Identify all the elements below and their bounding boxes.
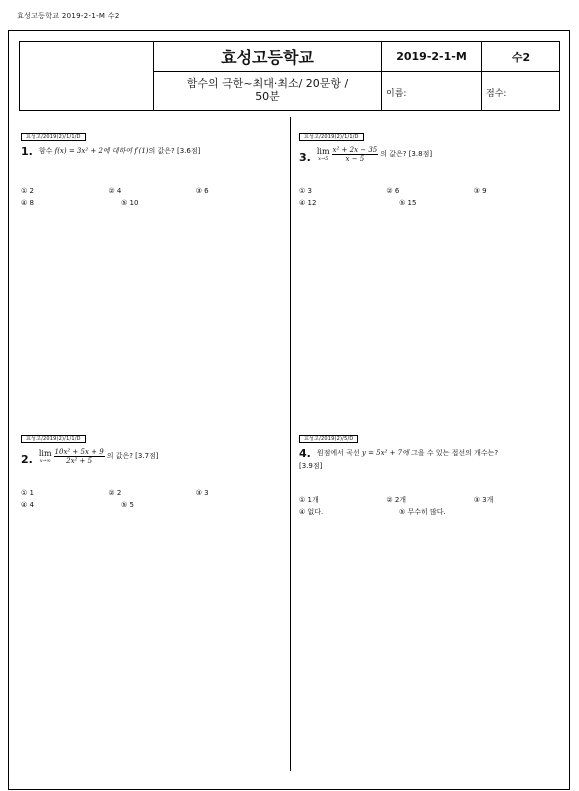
stem-text: 의 값은? [3.7점] [106,452,159,460]
answer-choices [299,185,561,209]
question-1 [21,123,283,209]
answer-choices [21,185,283,209]
subtitle-line-2: 50분 [255,90,280,103]
stem-text: 원점에서 곡선 [316,449,360,457]
question-3 [299,123,561,209]
choice-2[interactable]: ② 6 [386,187,400,195]
question-tag: 효성고/2019(2)/1/1/D [21,133,86,141]
question-tag: 효성고/2019(2)/1/1/D [299,133,364,141]
answer-choices [299,494,561,518]
stem-text-2: 그을 수 있는 접선의 개수는? [411,449,499,457]
question-number: 1. [21,145,33,158]
question-2 [21,425,283,511]
choice-3[interactable]: ③ 3 [195,489,209,497]
choice-5[interactable]: ⑤ 15 [399,199,417,207]
exam-header [19,41,560,111]
score-field[interactable]: 점수: [481,72,560,111]
question-tag: 효성고/2019(2)/5/D [299,435,358,443]
stem-math-2: f′(1) [134,147,149,155]
choice-4[interactable]: ④ 8 [21,199,34,207]
limit-subscript: x→5 [318,156,329,162]
choice-4[interactable]: ④ 12 [299,199,317,207]
question-stem [21,448,283,465]
question-tag: 효성고/2019(2)/1/1/D [21,435,86,443]
stem-text-2: 의 값은? [3.6점] [148,147,201,155]
question-4 [299,425,561,518]
limit-fraction [54,448,105,465]
limit-fraction [332,146,379,163]
choice-5[interactable]: ⑤ 5 [121,501,134,509]
stem-points: [3.9점] [299,462,323,470]
stem-text: 의 값은? [3.8점] [380,150,433,158]
fraction-numerator: x² + 2x − 35 [332,146,378,154]
choice-5[interactable]: ⑤ 무수히 많다. [399,508,446,516]
choice-2[interactable]: ② 4 [108,187,122,195]
school-name: 효성고등학교 [153,42,381,72]
choice-1[interactable]: ① 3 [299,187,312,195]
fraction-numerator: 10x² + 5x + 9 [54,448,104,456]
choice-2[interactable]: ② 2개 [386,496,407,504]
subtitle-line-1: 함수의 극한~최대·최소/ 20문항 / [186,77,349,90]
choice-3[interactable]: ③ 6 [195,187,209,195]
choice-1[interactable]: ① 1 [21,489,34,497]
limit-operator: lim x→∞ [38,449,52,464]
subject-label: 수2 [481,42,560,72]
answer-choices [21,487,283,511]
limit-subscript: x→∞ [39,458,51,464]
choice-1[interactable]: ① 1개 [299,496,319,504]
fraction-denominator: x − 5 [345,155,365,163]
question-number: 4. [299,447,311,460]
question-number: 2. [21,453,33,466]
choice-4[interactable]: ④ 없다. [299,508,324,516]
stem-text: 함수 [38,147,53,155]
choice-3[interactable]: ③ 3개 [473,496,494,504]
column-divider [290,117,291,771]
exam-code: 2019-2-1-M [381,42,481,72]
question-stem [299,146,561,163]
name-field[interactable]: 이름: [381,72,481,111]
fraction-denominator: 2x² + 5 [66,457,93,465]
choice-2[interactable]: ② 2 [108,489,122,497]
exam-page-frame [8,30,570,790]
top-caption: 효성고등학교 2019-2-1-M 수2 [17,12,120,20]
choice-1[interactable]: ① 2 [21,187,34,195]
exam-subtitle [153,72,381,111]
question-stem [21,146,283,157]
choice-3[interactable]: ③ 9 [473,187,487,195]
stem-math: f(x) = 3x² + 2에 대하여 [54,147,133,155]
choice-4[interactable]: ④ 4 [21,501,34,509]
question-number: 3. [299,151,311,164]
choice-5[interactable]: ⑤ 10 [121,199,139,207]
question-stem [299,448,561,459]
stem-math: y = 5x² + 7에 [361,449,409,457]
limit-operator: lim x→5 [316,147,330,162]
